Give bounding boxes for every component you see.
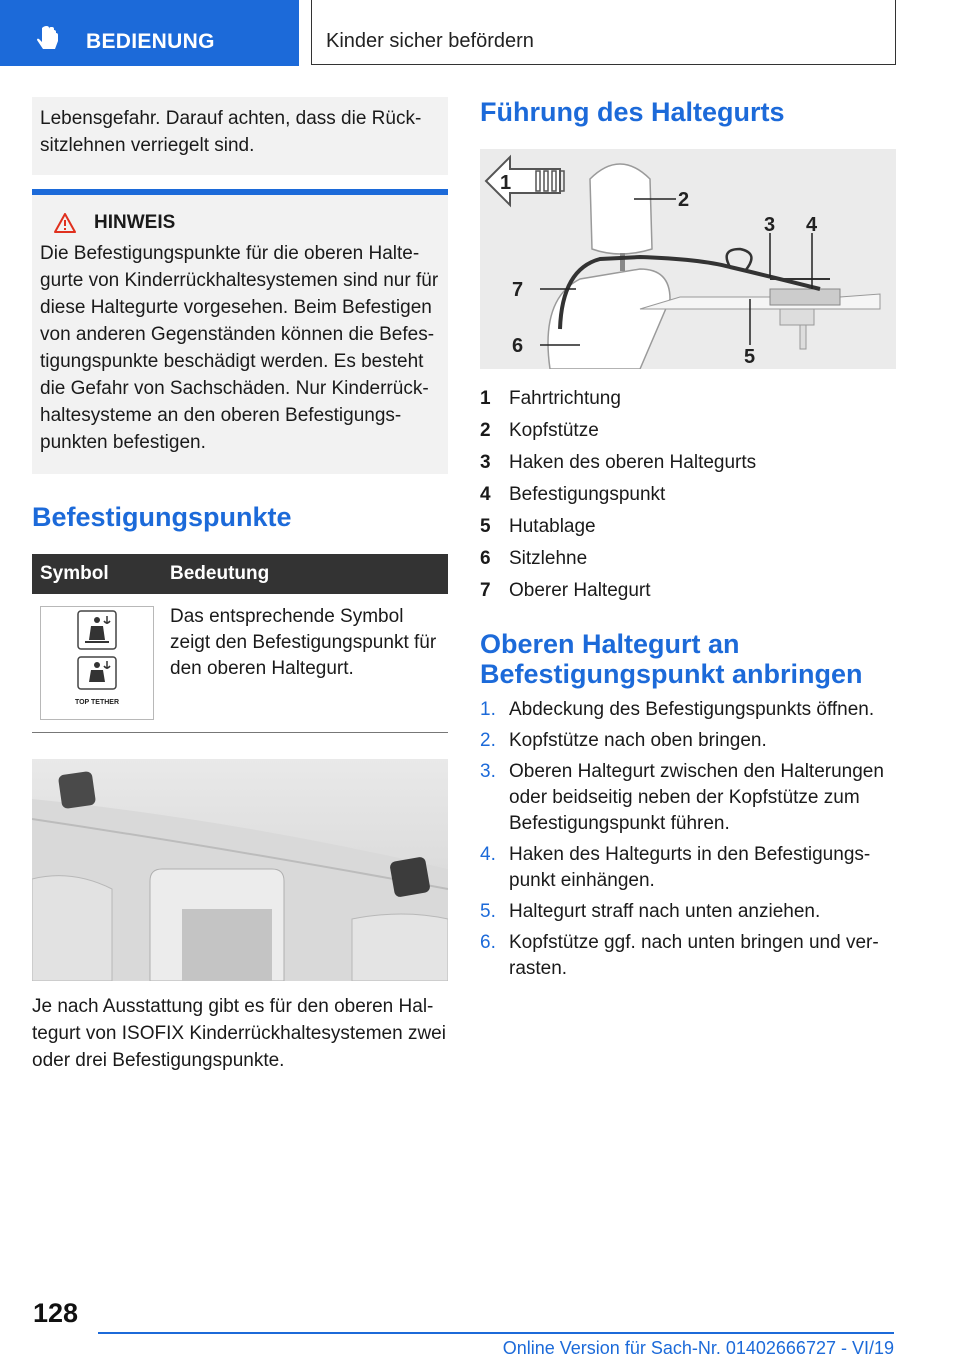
steps-list <box>480 697 896 982</box>
note-header <box>54 209 440 236</box>
footer-rule <box>98 1332 894 1334</box>
table-header-meaning: Bedeutung <box>162 554 448 594</box>
diagram-label-3: 3 <box>764 214 776 236</box>
step-item: 2. Kopfstütze nach oben bringen. <box>480 730 767 751</box>
right-column <box>480 97 896 987</box>
diagram-legend <box>480 383 896 607</box>
top-tether-caption: TOP TETHER <box>74 699 120 706</box>
page-number: 128 <box>33 1298 79 1328</box>
legend-item: 3 Haken des oberen Haltegurts <box>480 452 757 473</box>
meaning-cell: Das entsprechende Symbol zeigt den Befestigungspunkt für den oberen Haltegurt. <box>162 594 448 733</box>
warning-tail-box <box>32 97 448 175</box>
diagram-label-4: 4 <box>806 214 818 236</box>
tether-routing-diagram <box>480 149 896 369</box>
step-item: 1. Abdeckung des Befestigungspunkts öffnen. <box>480 699 875 720</box>
top-tether-symbol <box>40 606 154 720</box>
heading-befestigungspunkte: Befestigungspunkte <box>32 502 292 532</box>
diagram-label-6: 6 <box>512 335 524 357</box>
chapter-title: Kinder sicher befördern <box>326 30 534 52</box>
section-tab[interactable] <box>0 0 299 66</box>
table-row <box>32 594 448 733</box>
child-seat-anchor-icon-2 <box>77 656 117 690</box>
legend-item: 4 Befestigungspunkt <box>480 484 666 505</box>
step-item: 5. Haltegurt straff nach unten anziehen. <box>480 901 821 922</box>
hand-pointer-icon <box>36 26 62 57</box>
legend-item: 7 Oberer Haltegurt <box>480 580 651 601</box>
symbol-table <box>32 554 448 733</box>
legend-item: 2 Kopfstütze <box>480 420 599 441</box>
step-item: 4. Haken des Haltegurts in den Befestigungs-punkt einhängen. <box>480 844 871 891</box>
legend-item: 1 Fahrtrichtung <box>480 388 621 409</box>
left-column <box>32 97 448 1074</box>
child-seat-anchor-icon <box>77 610 117 650</box>
legend-item: 6 Sitzlehne <box>480 548 588 569</box>
note-text: Die Befestigungspunkte für die oberen Halte-gurte von Kinderrückhaltesystemen sind nur für diese Haltegurte vorgesehen. Beim Befestigen von anderen Gegenständen können die Befes-tigungspunkte beschädigt werden. Es besteht die Gefahr von Sachschäden. Nur Kinderrück-haltesysteme an den oberen Befestigungs-punkten befestigen. <box>40 243 439 453</box>
footer-version: Online Version für Sach-Nr. 01402666727 - VI/19 <box>502 1338 894 1358</box>
anchor-points-photo <box>32 759 448 981</box>
legend-item: 5 Hutablage <box>480 516 596 537</box>
warning-triangle-icon <box>54 213 76 233</box>
section-label: BEDIENUNG <box>86 30 215 53</box>
anchor-points-paragraph: Je nach Ausstattung gibt es für den oberen Hal-tegurt von ISOFIX Kinderrückhaltesystemen zwei oder drei Befestigungspunkte. <box>32 996 446 1071</box>
step-item: 3. Oberen Haltegurt zwischen den Halterungen oder beidseitig neben der Kopfstütze zum Befestigungspunkt führen. <box>480 761 884 834</box>
symbol-cell <box>32 594 162 733</box>
warning-tail-text: Lebensgefahr. Darauf achten, dass die Rück-sitzlehnen verriegelt sind. <box>40 108 422 156</box>
diagram-label-7: 7 <box>512 279 524 301</box>
diagram-label-1: 1 <box>500 172 512 194</box>
step-item: 6. Kopfstütze ggf. nach unten bringen und ver-rasten. <box>480 932 879 979</box>
heading-fuehrung: Führung des Haltegurts <box>480 97 785 127</box>
diagram-label-5: 5 <box>744 346 756 368</box>
chapter-header <box>311 0 896 65</box>
note-title: HINWEIS <box>94 212 176 233</box>
table-header-symbol: Symbol <box>32 554 162 594</box>
note-box <box>32 195 448 474</box>
diagram-label-2: 2 <box>678 189 690 211</box>
heading-anbringen: Oberen Haltegurt an Befestigungspunkt anbringen <box>480 629 863 689</box>
